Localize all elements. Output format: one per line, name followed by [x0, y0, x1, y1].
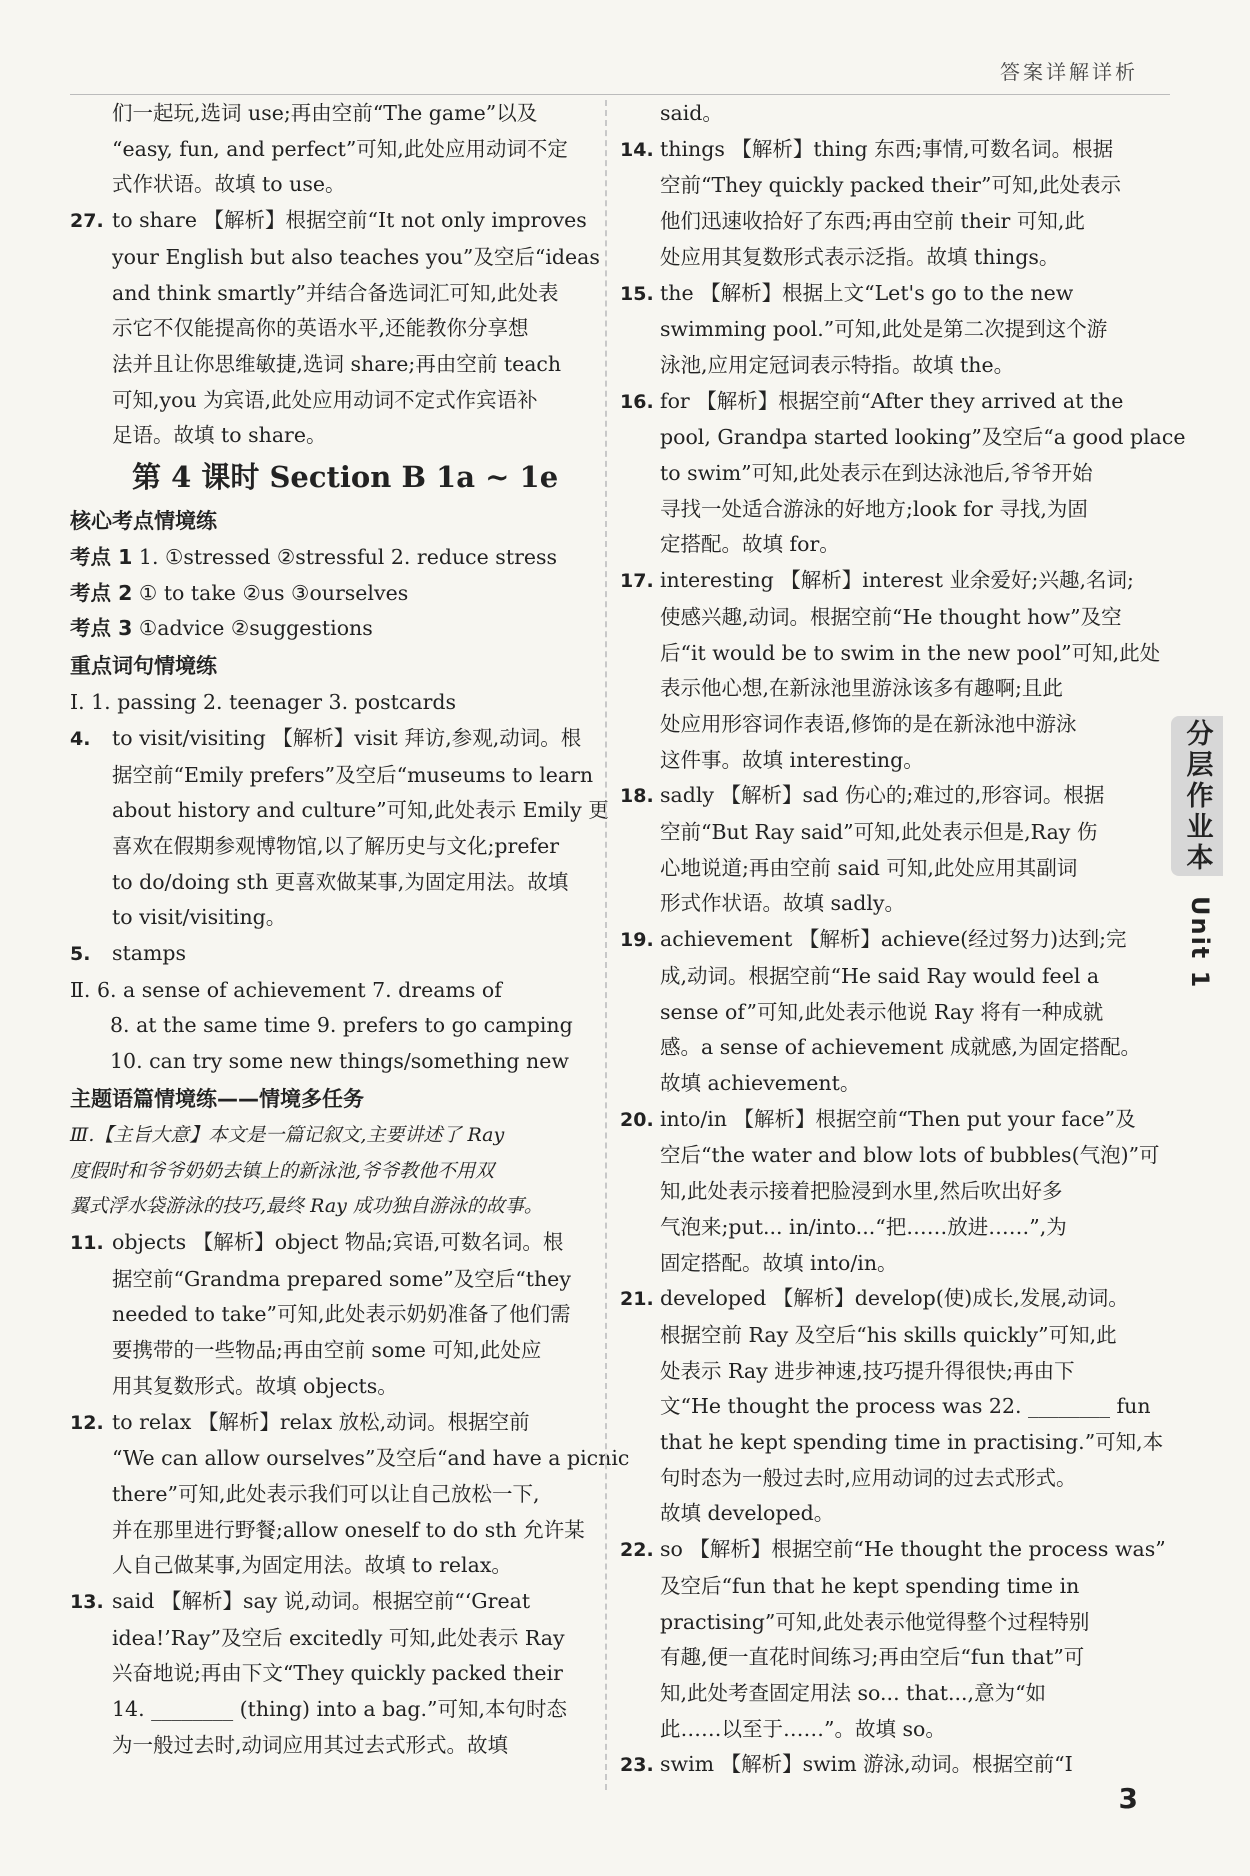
page-number: 3	[1118, 1782, 1138, 1815]
text-line	[620, 1030, 1140, 1066]
text-line	[70, 1621, 590, 1657]
question-number: 11.	[70, 1231, 104, 1254]
text-line	[70, 1262, 590, 1298]
question-number: 15.	[620, 282, 654, 305]
text-line	[620, 636, 1161, 672]
text-line	[620, 1712, 1140, 1748]
question-number: 17.	[620, 570, 654, 593]
text-line	[70, 276, 590, 312]
section-title: 第 4 课时 Section B 1a ~ 1e	[132, 460, 559, 495]
text-line	[70, 1656, 590, 1692]
text-line	[620, 1281, 1140, 1318]
line-text: 空前“They quickly packed their”可知,此处表示	[660, 173, 1121, 198]
line-text: 文“He thought the process was 22. ________ fun	[660, 1394, 1151, 1419]
line-text: to visit/visiting。	[112, 905, 287, 930]
text-line	[620, 922, 1140, 959]
line-text: 示它不仅能提高你的英语水平,还能教你分享想	[112, 316, 529, 341]
text-line	[70, 1333, 590, 1369]
text-line	[70, 1297, 590, 1333]
text-line	[70, 829, 590, 865]
line-text: and think smartly”并结合备选词汇可知,此处表	[112, 280, 559, 305]
text-line	[70, 1189, 590, 1225]
sub-heading: 主题语篇情境练——情境多任务	[70, 1086, 364, 1111]
text-line	[620, 1425, 1164, 1461]
line-text: 故填 achievement。	[660, 1070, 861, 1095]
question-number: 14.	[620, 138, 654, 161]
sub-heading: 重点词句情境练	[70, 654, 217, 679]
line-text: 喜欢在假期参观博物馆,以了解历史与文化;prefer	[112, 833, 559, 858]
line-text: 式作状语。故填 to use。	[112, 172, 346, 197]
line-text: to do/doing sth 更喜欢做某事,为固定用法。故填	[112, 869, 569, 894]
line-text: 兴奋地说;再由下文“They quickly packed their	[112, 1661, 563, 1686]
header-rule	[70, 94, 1170, 95]
text-line	[620, 1174, 1140, 1210]
line-text: interesting 【解析】interest 业余爱好;兴趣,名词;	[660, 568, 1134, 593]
side-tab[interactable]	[1171, 716, 1223, 876]
text-line	[70, 540, 590, 576]
line-text: developed 【解析】develop(使)成长,发展,动词。	[660, 1286, 1129, 1311]
question-number: 4.	[70, 727, 91, 750]
text-line	[620, 1102, 1140, 1139]
line-text: 成,动词。根据空前“He said Ray would feel a	[660, 963, 1100, 988]
line-text: 气泡来;put... in/into...“把……放进……”,为	[660, 1214, 1067, 1239]
key-point-label: 考点 1	[70, 545, 133, 570]
text-line	[620, 276, 1140, 313]
line-text: 并在那里进行野餐;allow oneself to do sth 允许某	[112, 1517, 585, 1542]
line-text: swim 【解析】swim 游泳,动词。根据空前“I	[660, 1752, 1073, 1777]
text-line	[70, 1548, 590, 1584]
line-text: to visit/visiting 【解析】visit 拜访,参观,动词。根	[112, 725, 582, 750]
line-text: Ⅲ.【主旨大意】本文是一篇记叙文,主要讲述了 Ray	[70, 1123, 505, 1146]
text-line	[620, 132, 1140, 169]
line-text: “easy, fun, and perfect”可知,此处应用动词不定	[112, 136, 568, 161]
text-line	[70, 758, 594, 794]
column-divider	[605, 100, 607, 1790]
line-text: 表示他心想,在新泳池里游泳该多有趣啊;且此	[660, 676, 1063, 701]
line-text: 处应用其复数形式表示泛指。故填 things。	[660, 244, 1060, 269]
text-line	[70, 611, 590, 647]
line-text: to swim”可知,此处表示在到达泳池后,爷爷开始	[660, 461, 1093, 486]
line-text: 可知,you 为宾语,此处应用动词不定式作宾语补	[112, 387, 538, 412]
line-text: practising”可知,此处表示他觉得整个过程特别	[660, 1609, 1090, 1634]
line-text: 据空前“Grandma prepared some”及空后“they	[112, 1266, 571, 1291]
line-text: 法并且让你思维敏捷,选词 share;再由空前 teach	[112, 351, 562, 376]
line-text: 据空前“Emily prefers”及空后“museums to learn	[112, 762, 594, 787]
text-line	[620, 1246, 1140, 1282]
text-line	[70, 865, 590, 901]
line-text: 处应用形容词作表语,修饰的是在新泳池中游泳	[660, 711, 1077, 736]
line-text: 他们迅速收拾好了东西;再由空前 their 可知,此	[660, 209, 1085, 234]
text-line	[620, 600, 1140, 636]
text-line	[70, 900, 590, 936]
text-line	[620, 1389, 1151, 1425]
text-line	[620, 1496, 1140, 1532]
line-text: 故填 developed。	[660, 1501, 835, 1526]
text-line	[620, 1747, 1140, 1784]
text-line	[70, 1154, 590, 1190]
text-line	[70, 1692, 590, 1728]
text-line	[70, 721, 590, 758]
line-text: 此……以至于……”。故填 so。	[660, 1716, 946, 1741]
text-line	[620, 456, 1140, 492]
text-line	[620, 527, 1140, 563]
line-text: 知,此处考查固定用法 so... that...,意为“如	[660, 1680, 1047, 1705]
text-line	[620, 204, 1140, 240]
line-text: so 【解析】根据空前“He thought the process was”	[660, 1537, 1166, 1562]
line-text: 翼式浮水袋游泳的技巧,最终 Ray 成功独自游泳的故事。	[70, 1195, 543, 1218]
text-line	[620, 995, 1140, 1031]
text-line	[70, 96, 590, 132]
question-number: 13.	[70, 1591, 104, 1614]
line-text: 空后“the water and blow lots of bubbles(气泡)”可	[660, 1143, 1160, 1168]
line-text: 用其复数形式。故填 objects。	[112, 1373, 398, 1398]
text-line	[70, 576, 590, 612]
line-text: there”可知,此处表示我们可以让自己放松一下,	[112, 1481, 540, 1506]
line-text: stamps	[112, 941, 187, 966]
text-line	[620, 851, 1140, 887]
text-line	[70, 1369, 590, 1405]
text-line	[620, 815, 1140, 851]
question-number: 27.	[70, 210, 104, 233]
line-text: 空前“But Ray said”可知,此处表示但是,Ray 伤	[660, 820, 1098, 845]
text-line	[620, 1605, 1140, 1641]
text-line	[70, 1118, 590, 1154]
line-text: into/in 【解析】根据空前“Then put your face”及	[660, 1106, 1136, 1131]
text-line	[620, 671, 1140, 707]
text-line	[70, 1225, 590, 1262]
line-text: 这件事。故填 interesting。	[660, 747, 924, 772]
text-line	[70, 1584, 590, 1621]
line-text: 形式作状语。故填 sadly。	[660, 891, 906, 916]
line-text: needed to take”可知,此处表示奶奶准备了他们需	[112, 1302, 571, 1327]
text-line	[70, 685, 590, 721]
line-text: for 【解析】根据空前“After they arrived at the	[660, 388, 1124, 413]
line-text: your English but also teaches you”及空后“ideas	[112, 244, 600, 269]
question-number: 21.	[620, 1288, 654, 1311]
line-text: idea!’Ray”及空后 excitedly 可知,此处表示 Ray	[112, 1625, 565, 1650]
side-tab-label: 分层作业本	[1181, 718, 1213, 874]
text-line	[620, 384, 1140, 421]
text-line	[620, 240, 1140, 276]
line-text: 人自己做某事,为固定用法。故填 to relax。	[112, 1553, 512, 1578]
text-line	[620, 420, 1186, 456]
text-line	[70, 240, 600, 276]
line-text: 们一起玩,选词 use;再由空前“The game”以及	[112, 101, 538, 125]
text-line	[70, 1477, 590, 1513]
question-number: 22.	[620, 1539, 654, 1562]
line-text: 使感兴趣,动词。根据空前“He thought how”及空	[660, 604, 1122, 629]
text-line	[70, 1441, 630, 1477]
text-line	[620, 1640, 1140, 1676]
sub-heading: 核心考点情境练	[70, 509, 217, 534]
text-line	[620, 1676, 1140, 1712]
text-line	[620, 168, 1140, 204]
line-text: said 【解析】say 说,动词。根据空前“‘Great	[112, 1589, 531, 1614]
text-line	[70, 793, 609, 829]
key-point-label: 考点 3	[70, 616, 133, 641]
line-text: sadly 【解析】sad 伤心的;难过的,形容词。根据	[660, 783, 1105, 808]
right-column	[620, 96, 1186, 1784]
line-text: Ⅱ. 6. a sense of achievement 7. dreams of	[70, 977, 502, 1002]
line-text: 及空后“fun that he kept spending time in	[660, 1573, 1080, 1598]
text-line	[620, 96, 1140, 132]
key-point-label: 考点 2	[70, 580, 133, 605]
line-text: 定搭配。故填 for。	[660, 532, 840, 557]
text-line	[70, 1044, 590, 1080]
line-text: 后“it would be to swim in the new pool”可知,此处	[660, 640, 1161, 665]
text-line	[620, 778, 1140, 815]
line-text: 有趣,便一直花时间练习;再由空后“fun that”可	[660, 1645, 1085, 1670]
line-text: to relax 【解析】relax 放松,动词。根据空前	[112, 1409, 530, 1434]
text-line	[620, 563, 1140, 600]
line-text: about history and culture”可知,此处表示 Emily 更	[112, 798, 609, 823]
line-text: 知,此处表示接着把脸浸到水里,然后吹出好多	[660, 1179, 1063, 1204]
line-text: pool, Grandpa started looking”及空后“a good place	[660, 425, 1186, 450]
left-column	[70, 96, 630, 1764]
text-line	[620, 348, 1140, 384]
text-line	[70, 167, 590, 203]
line-text: 10. can try some new things/something new	[110, 1049, 569, 1074]
line-text: 度假时和爷爷奶奶去镇上的新泳池,爷爷教他不用双	[70, 1159, 495, 1182]
question-number: 5.	[70, 943, 91, 966]
text-line	[620, 1066, 1140, 1102]
text-line	[620, 743, 1140, 779]
text-line	[70, 1008, 590, 1044]
line-text: Ⅰ. 1. passing 2. teenager 3. postcards	[70, 690, 457, 715]
line-text: 要携带的一些物品;再由空前 some 可知,此处应	[112, 1338, 542, 1363]
question-number: 12.	[70, 1411, 104, 1434]
text-line	[70, 383, 590, 419]
question-number: 18.	[620, 785, 654, 808]
text-line	[620, 312, 1140, 348]
text-line	[620, 959, 1140, 995]
text-line	[70, 418, 590, 454]
text-line	[620, 1138, 1160, 1174]
line-text: 1. ①stressed ②stressful 2. reduce stress	[132, 545, 558, 570]
text-line	[70, 1513, 590, 1549]
header-title: 答案详解详析	[1000, 60, 1138, 84]
line-text: 固定搭配。故填 into/in。	[660, 1250, 898, 1275]
line-text: 泳池,应用定冠词表示特指。故填 the。	[660, 352, 1015, 377]
line-text: 14. ________ (thing) into a bag.”可知,本句时态	[112, 1697, 568, 1722]
line-text: 感。a sense of achievement 成就感,为固定搭配。	[660, 1035, 1142, 1060]
text-line	[620, 1210, 1140, 1246]
text-line	[70, 973, 590, 1009]
text-line	[620, 886, 1140, 922]
text-line	[70, 936, 590, 973]
line-text: said。	[660, 101, 723, 125]
unit-label: Unit 1	[1186, 896, 1214, 990]
line-text: 处表示 Ray 进步神速,技巧提升得很快;再由下	[660, 1358, 1075, 1383]
text-line	[620, 1354, 1140, 1390]
text-line	[70, 132, 590, 168]
question-number: 16.	[620, 390, 654, 413]
line-text: swimming pool.”可知,此处是第二次提到这个游	[660, 317, 1108, 342]
text-line	[620, 707, 1140, 743]
text-line	[620, 1569, 1140, 1605]
line-text: 寻找一处适合游泳的好地方;look for 寻找,为固	[660, 496, 1088, 521]
text-line	[70, 311, 590, 347]
line-text: 足语。故填 to share。	[112, 423, 327, 448]
text-line	[70, 1728, 590, 1764]
line-text: ①advice ②suggestions	[132, 616, 373, 641]
text-line	[620, 1532, 1166, 1569]
text-line	[70, 347, 590, 383]
text-line	[70, 1405, 590, 1442]
line-text: achievement 【解析】achieve(经过努力)达到;完	[660, 927, 1127, 952]
line-text: objects 【解析】object 物品;宾语,可数名词。根	[112, 1229, 564, 1254]
line-text: the 【解析】根据上文“Let's go to the new	[660, 280, 1074, 305]
line-text: sense of”可知,此处表示他说 Ray 将有一种成就	[660, 999, 1104, 1024]
line-text: 心地说道;再由空前 said 可知,此处应用其副词	[660, 855, 1078, 880]
line-text: 为一般过去时,动词应用其过去式形式。故填	[112, 1732, 509, 1757]
line-text: to share 【解析】根据空前“It not only improves	[112, 208, 587, 233]
line-text: 根据空前 Ray 及空后“his skills quickly”可知,此	[660, 1322, 1117, 1347]
text-line	[620, 492, 1140, 528]
question-number: 19.	[620, 929, 654, 952]
question-number: 20.	[620, 1108, 654, 1131]
text-line	[620, 1318, 1140, 1354]
line-text: 句时态为一般过去时,应用动词的过去式形式。	[660, 1465, 1077, 1490]
line-text: ① to take ②us ③ourselves	[132, 580, 409, 605]
question-number: 23.	[620, 1754, 654, 1777]
line-text: 8. at the same time 9. prefers to go camping	[110, 1013, 573, 1038]
text-line	[70, 203, 590, 240]
text-line	[620, 1461, 1140, 1497]
line-text: that he kept spending time in practising.”可知,本	[660, 1430, 1164, 1455]
line-text: “We can allow ourselves”及空后“and have a picnic	[112, 1446, 630, 1471]
line-text: things 【解析】thing 东西;事情,可数名词。根据	[660, 136, 1114, 161]
